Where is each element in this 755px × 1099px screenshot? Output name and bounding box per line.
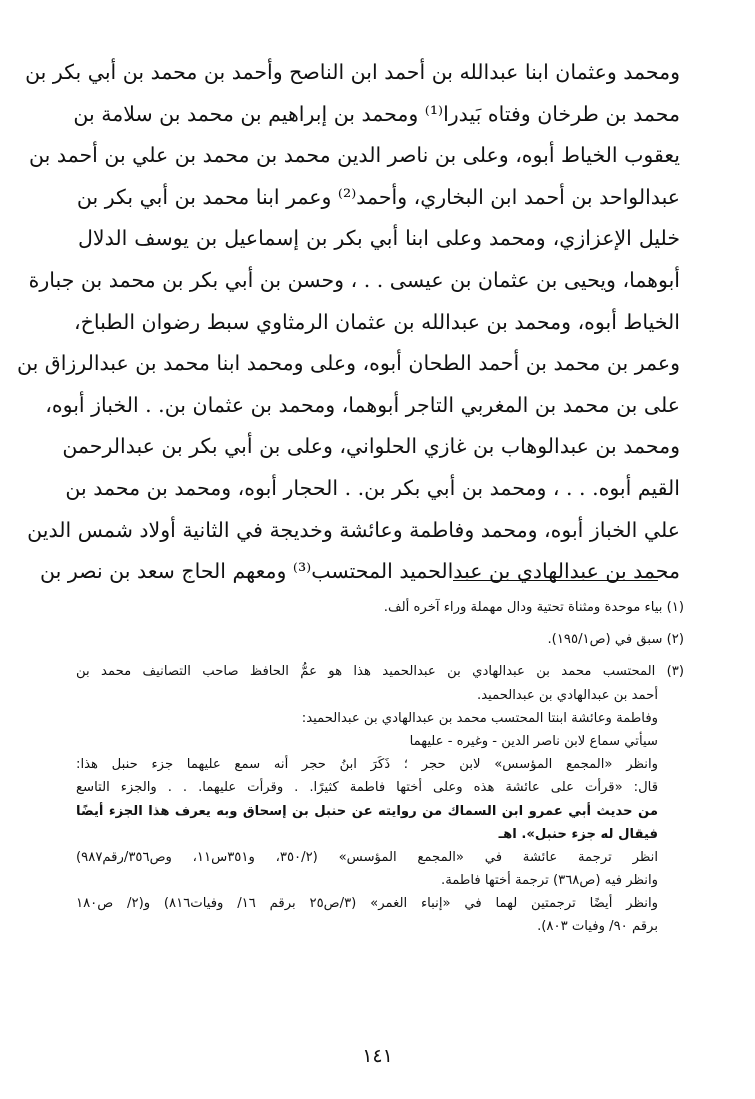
footnote-3-line: وانظر «المجمع المؤسس» لابن حجر ؛ ذَكَرَ ابنُ حجر أنه سمع عليهما جزء حنبل هذا: (76, 757, 658, 773)
main-text-line: علي الخباز أبوه، ومحمد وفاطمة وعائشة وخديجة في الثانية أولاد شمس الدين (27, 517, 680, 542)
footnote-3-line: انظر ترجمة عائشة في «المجمع المؤسس» (٣٥٠/٢، و٣٥١س١١، وص٣٥٦/رقم٩٨٧) (76, 849, 658, 865)
main-text-line: محمد بن عبدالهادي بن عبدالحميد المحتسب⁽³⁾ ومعهم الحاج سعد بن نصر بن (40, 559, 680, 584)
footnote-3-line: برقم ٩٠/ وفيات ٨٠٣). (537, 919, 658, 935)
footnote-2: (٢) سبق في (ص١٩٥/١). (547, 632, 684, 648)
footnote-1: (١) بياء موحدة ومثناة تحتية ودال مهملة وراء آخره ألف. (383, 600, 684, 615)
footnote-3-quote-line: فيقال له جزء حنبل». اهـ (498, 826, 658, 842)
footnote-3-line: أحمد بن عبدالهادي بن عبدالحميد. (477, 687, 658, 703)
page-number: ١٤١ (362, 1045, 393, 1067)
footnotes-block (76, 596, 684, 939)
main-text-line: يعقوب الخياط أبوه، وعلى بن ناصر الدين محمد بن محمد بن علي بن أحمد بن (29, 143, 680, 168)
footnote-3-line: وانظر أيضًا ترجمتين لهما في «إنباء الغمر» (٣/ص٢٥ برقم ١٦/ وفيات٨١٦) و(٢/ ص١٨٠ (76, 896, 658, 912)
main-text-line: على بن محمد بن المغربي التاجر أبوهما، ومحمد بن عثمان بن. . الخباز أبوه، (45, 392, 680, 417)
footnote-3-line: وفاطمة وعائشة ابنتا المحتسب محمد بن عبدالهادي بن عبدالحميد: (301, 710, 658, 726)
main-text-line: ومحمد وعثمان ابنا عبدالله بن أحمد ابن الناصح وأحمد بن محمد بن أبي بكر بن (25, 60, 680, 84)
main-text-line: الخياط أبوه، ومحمد بن عبدالله بن عثمان الرمثاوي سبط رضوان الطباخ، (73, 309, 680, 334)
footnote-3-line: وانظر فيه (ص٣٦٨) ترجمة أختها فاطمة. (441, 873, 658, 889)
main-text-line: عبدالواحد بن أحمد ابن البخاري، وأحمد⁽²⁾ وعمر ابنا محمد بن أبي بكر بن (76, 184, 680, 209)
footnote-3-quote-line: من حديث أبي عمرو ابن السماك من روايته عن حنبل بن إسحاق وبه يعرف هذا الجزء أيضًا (76, 803, 658, 819)
main-text-line: أبوهما، ويحيى بن عثمان بن عيسى . . ، وحسن بن أبي بكر بن محمد بن جبارة (28, 267, 680, 292)
main-text-line: القيم أبوه. . . ، ومحمد بن أبي بكر بن. . الحجار أبوه، ومحمد بن محمد بن (65, 475, 680, 500)
main-text-block (16, 52, 680, 593)
main-text-line: محمد بن طرخان وفتاه بَيدرا⁽¹⁾ ومحمد بن إبراهيم بن محمد بن سلامة بن (73, 101, 680, 126)
main-text-line: خليل الإعزازي، ومحمد وعلى ابنا أبي بكر بن إسماعيل بن يوسف الدلال (78, 226, 680, 251)
footnote-3-quote-line: قال: «قرأت على عائشة هذه وعلى أختها فاطمة كثيرًا. . وقرأت عليهما. . . والجزء التاسع (76, 780, 658, 796)
footnote-separator (453, 580, 658, 581)
main-text-line: ومحمد بن عبدالوهاب بن غازي الحلواني، وعلى بن أبي بكر بن عبدالرحمن (62, 434, 680, 459)
footnote-3-line: (٣) المحتسب محمد بن عبدالهادي بن عبدالحميد هذا هو عمُّ الحافظ صاحب التصانيف محمد بن (76, 664, 684, 680)
main-text-line: وعمر بن محمد بن أحمد الطحان أبوه، وعلى ومحمد ابنا محمد بن عبدالرزاق بن (16, 351, 680, 376)
footnote-3-line: سيأتي سماع لابن ناصر الدين - وغيره - عليهما (409, 733, 658, 749)
